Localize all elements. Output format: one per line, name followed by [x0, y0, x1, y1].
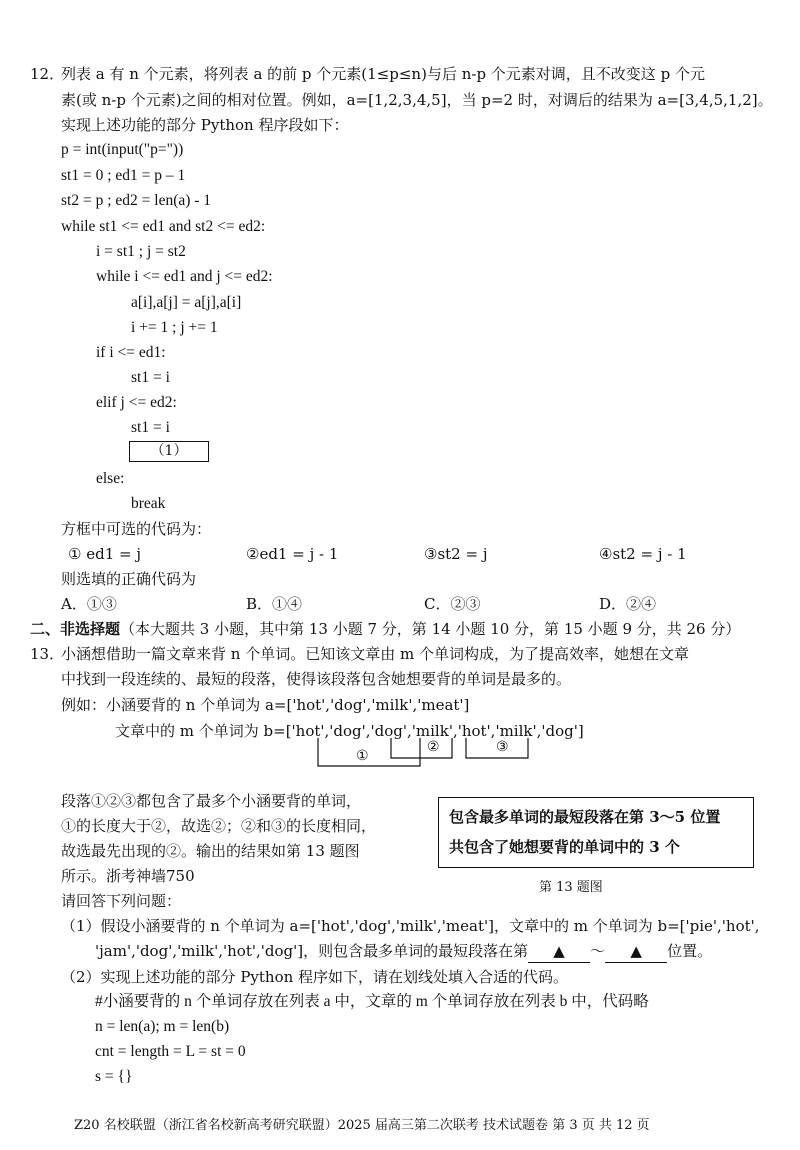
- q13-code-line-2: n = len(a); m = len(b): [95, 1018, 230, 1035]
- q13-sub1-line-1: （1）假设小涵要背的 n 个单词为 a=['hot','dog','milk','meat']，文章中的 m 个单词为 b=['pie','hot',: [61, 917, 760, 935]
- segment-3-label: ③: [496, 739, 509, 755]
- q13-explain-line-4: 所示。浙考神墙750: [61, 867, 195, 885]
- q12-code-choice-2: ②ed1 = j - 1: [246, 545, 339, 563]
- q13-output-line-1: 包含最多单词的最短段落在第 3～5 位置: [449, 808, 721, 826]
- q12-code-line-8: i += 1 ; j += 1: [131, 319, 218, 336]
- q13-sub1-blank-2[interactable]: ▲: [605, 940, 667, 963]
- q13-explain-line-3: 故选最先出现的②。输出的结果如第 13 题图: [61, 842, 360, 860]
- q12-code-line-2: st1 = 0 ; ed1 = p – 1: [61, 167, 186, 184]
- q12-code-line-5: i = st1 ; j = st2: [96, 243, 186, 260]
- q13-code-line-4: s = {}: [95, 1068, 133, 1085]
- question-13-number: 13．: [30, 645, 65, 663]
- q13-stem-line-2: 中找到一段连续的、最短的段落，使得该段落包含她想要背的单词是最多的。: [61, 670, 572, 688]
- q12-option-c[interactable]: C．②③: [424, 595, 481, 613]
- section-2-desc: （本大题共 3 小题，其中第 13 小题 7 分，第 14 小题 10 分，第 15 小题 9 分，共 26 分）: [120, 620, 741, 638]
- q12-option-a[interactable]: A．①③: [61, 595, 117, 613]
- q12-stem-line-1: 列表 a 有 n 个元素，将列表 a 的前 p 个元素(1≤p≤n)与后 n-p 个元素对调，且不改变这 p 个元: [61, 65, 705, 83]
- q12-stem-line-3: 实现上述功能的部分 Python 程序段如下：: [61, 116, 349, 134]
- q12-option-b[interactable]: B．①④: [246, 595, 303, 613]
- q13-code-line-3: cnt = length = L = st = 0: [95, 1043, 246, 1060]
- q12-code-line-9: if i <= ed1:: [96, 344, 166, 361]
- q13-example-a: 例如：小涵要背的 n 个单词为 a=['hot','dog','milk','meat']: [61, 696, 470, 714]
- q12-stem-line-2: 素(或 n-p 个元素)之间的相对位置。例如，a=[1,2,3,4,5]，当 p=2 时，对调后的结果为 a=[3,4,5,1,2]。: [61, 91, 773, 109]
- segment-2-bracket: [391, 738, 452, 758]
- q13-code-line-1: #小涵要背的 n 个单词存放在列表 a 中，文章的 m 个单词存放在列表 b 中，代码略: [95, 993, 649, 1010]
- question-12-number: 12．: [30, 65, 65, 83]
- q12-code-line-11: elif j <= ed2:: [96, 394, 177, 411]
- segment-2-label: ②: [427, 739, 440, 755]
- q12-code-choice-1: ① ed1 = j: [68, 545, 141, 563]
- q12-code-choice-4: ④st2 = j - 1: [599, 545, 687, 563]
- q12-code-choice-3: ③st2 = j: [424, 545, 488, 563]
- q13-output-line-2: 共包含了她想要背的单词中的 3 个: [449, 838, 680, 856]
- q13-stem-line-1: 小涵想借助一篇文章来背 n 个单词。已知该文章由 m 个单词构成，为了提高效率，她想在文章: [61, 645, 689, 663]
- q12-option-d[interactable]: D．②④: [599, 595, 657, 613]
- q13-output-figure: [438, 797, 754, 868]
- q13-sub1-end: 位置。: [667, 942, 713, 960]
- q12-code-line-12: st1 = i: [131, 419, 170, 436]
- q13-explain-line-2: ①的长度大于②，故选②；②和③的长度相同，: [61, 817, 377, 835]
- q12-code-line-14: break: [131, 495, 166, 512]
- segment-1-bracket: [318, 738, 420, 766]
- q12-code-line-3: st2 = p ; ed2 = len(a) - 1: [61, 192, 212, 209]
- q12-code-line-10: st1 = i: [131, 369, 170, 386]
- q12-code-line-7: a[i],a[j] = a[j],a[i]: [131, 294, 242, 311]
- section-2-title: 二、非选择题: [30, 620, 121, 638]
- q13-sub1-line-2: [95, 940, 712, 963]
- q12-answer-blank-box: （1）: [129, 441, 209, 462]
- page-footer: Z20 名校联盟（浙江省名校新高考研究联盟）2025 届高三第二次联考 技术试题卷 第 3 页 共 12 页: [74, 1118, 650, 1133]
- q13-sub1-blank-1[interactable]: ▲: [528, 940, 590, 963]
- q13-sub1-tilde: ～: [590, 942, 606, 960]
- q13-figure-caption: 第 13 题图: [539, 880, 603, 895]
- q13-sub2: （2）实现上述功能的部分 Python 程序如下，请在划线处填入合适的代码。: [61, 968, 569, 986]
- segment-1-label: ①: [356, 748, 369, 764]
- q12-code-line-6: while i <= ed1 and j <= ed2:: [96, 268, 273, 285]
- q13-prompt: 请回答下列问题：: [61, 892, 182, 910]
- q12-code-line-1: p = int(input("p=")): [61, 141, 184, 158]
- q12-ask: 则选填的正确代码为: [61, 570, 197, 588]
- q13-example-b: 文章中的 m 个单词为 b=['hot','dog','dog','milk','hot','milk','dog']: [115, 722, 584, 740]
- q12-box-intro: 方框中可选的代码为：: [61, 520, 212, 538]
- q13-explain-line-1: 段落①②③都包含了最多个小涵要背的单词，: [61, 792, 362, 810]
- q13-sub1-text: 'jam','dog','milk','hot','dog']，则包含最多单词的最短段落在第: [95, 942, 529, 960]
- q12-code-line-4: while st1 <= ed1 and st2 <= ed2:: [61, 218, 266, 235]
- q12-code-line-13: else:: [96, 470, 125, 487]
